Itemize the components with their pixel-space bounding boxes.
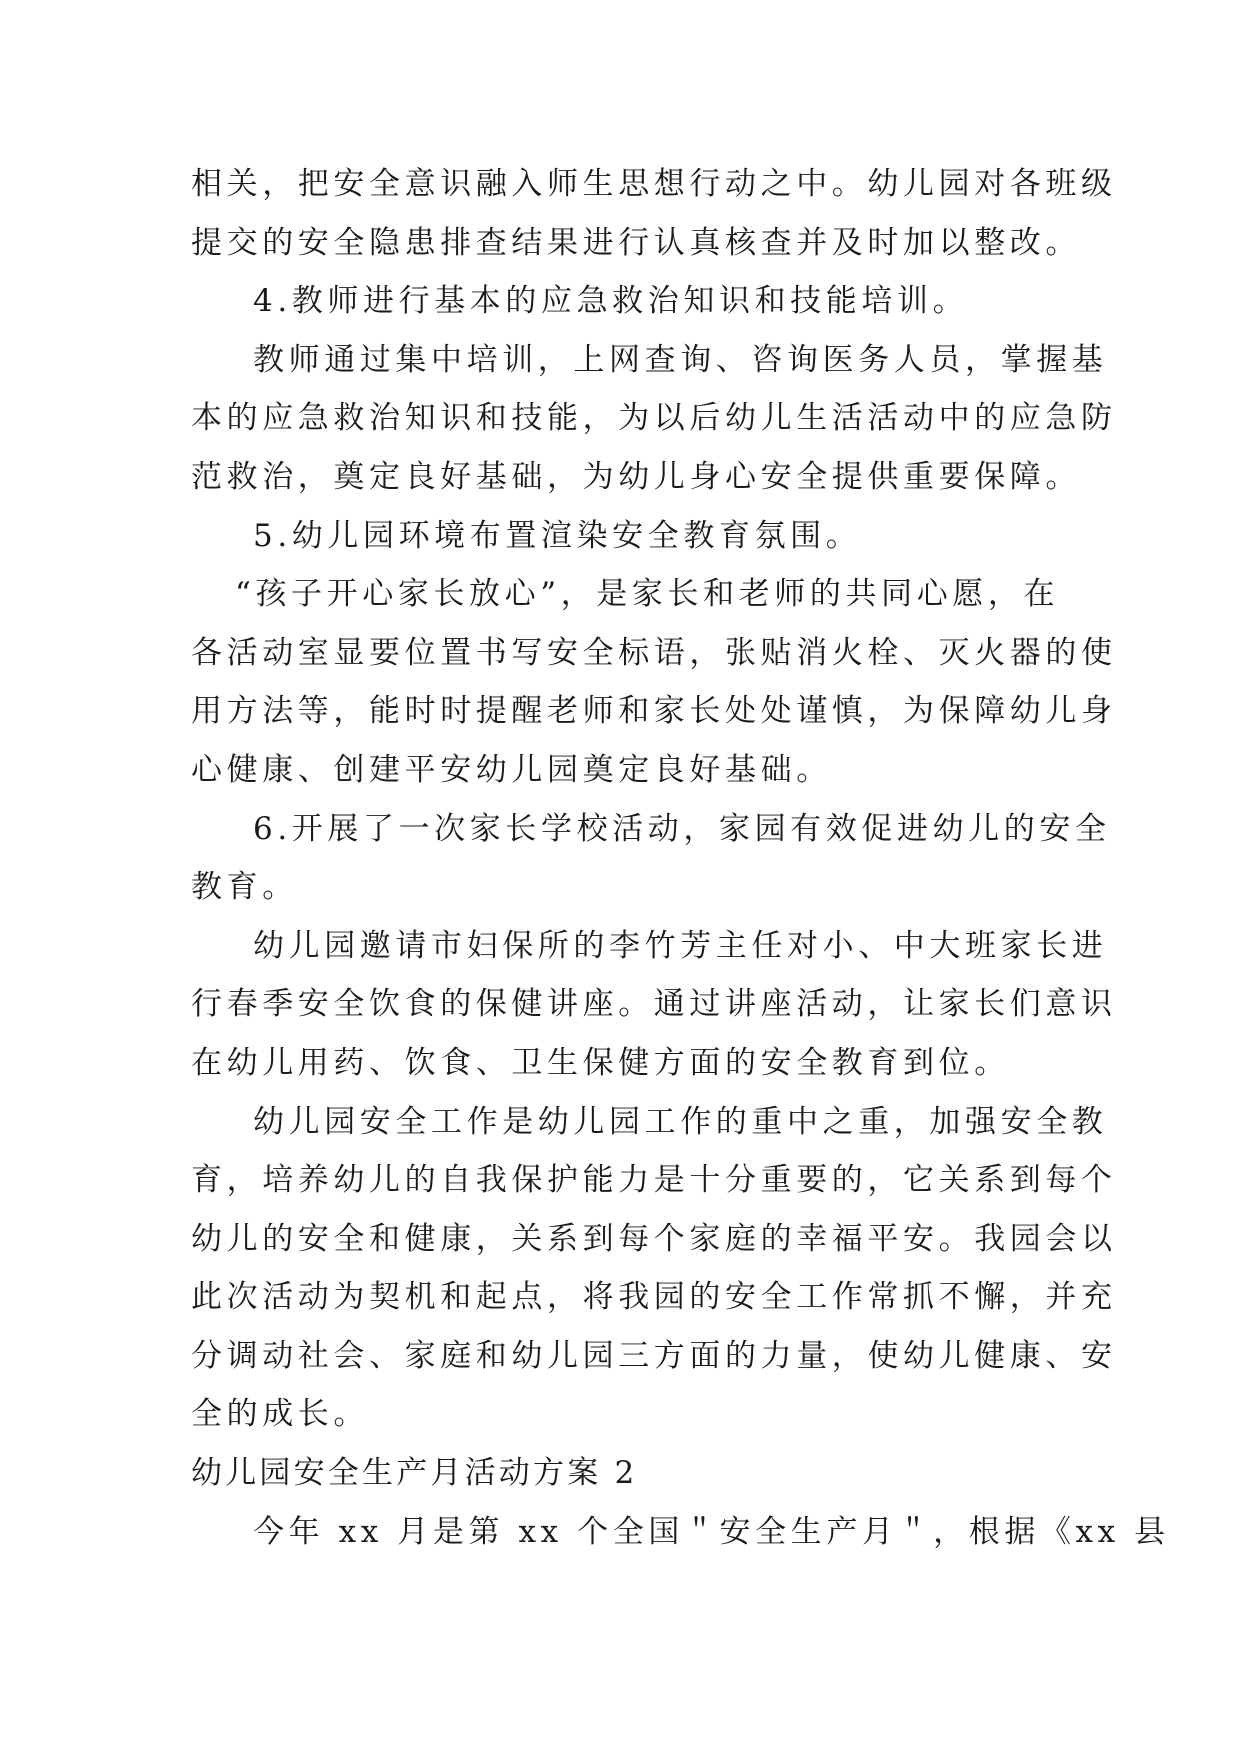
paragraph-line: “孩子开心家长放心”，是家长和老师的共同心愿，在 — [235, 576, 1060, 613]
list-item-heading: 6.开展了一次家长学校活动，家园有效促进幼儿的安全 — [253, 810, 1111, 847]
document-page — [191, 155, 1170, 1561]
paragraph-line: 幼儿园安全工作是幼儿园工作的重中之重，加强安全教 — [253, 1103, 1108, 1140]
paragraph-line: 心健康、创建平安幼儿园奠定良好基础。 — [191, 751, 832, 788]
paragraph-line: 分调动社会、家庭和幼儿园三方面的力量，使幼儿健康、安 — [191, 1337, 1117, 1374]
paragraph-line: 幼儿的安全和健康，关系到每个家庭的幸福平安。我园会以 — [191, 1220, 1117, 1257]
paragraph-line: 幼儿园邀请市妇保所的李竹芳主任对小、中大班家长进 — [253, 927, 1108, 964]
paragraph-line: 今年 xx 月是第 xx 个全国＂安全生产月＂，根据《xx 县 — [253, 1513, 1170, 1550]
paragraph-line: 教育。 — [191, 869, 298, 906]
list-item-heading: 4.教师进行基本的应急救治知识和技能培训。 — [253, 283, 969, 320]
list-item-heading: 5.幼儿园环境布置渲染安全教育氛围。 — [253, 517, 862, 554]
paragraph-line: 本的应急救治知识和技能，为以后幼儿生活活动中的应急防 — [191, 400, 1117, 437]
paragraph-line: 用方法等，能时时提醒老师和家长处处谨慎，为保障幼儿身 — [191, 693, 1117, 730]
paragraph-line: 此次活动为契机和起点，将我园的安全工作常抓不懈，并充 — [191, 1279, 1117, 1316]
section-title: 幼儿园安全生产月活动方案 2 — [191, 1455, 638, 1492]
paragraph-line: 在幼儿用药、饮食、卫生保健方面的安全教育到位。 — [191, 1044, 1010, 1081]
paragraph-line: 教师通过集中培训，上网查询、咨询医务人员，掌握基 — [253, 341, 1108, 378]
paragraph-line: 行春季安全饮食的保健讲座。通过讲座活动，让家长们意识 — [191, 986, 1117, 1023]
paragraph-line: 各活动室显要位置书写安全标语，张贴消火栓、灭火器的使 — [191, 634, 1117, 671]
paragraph-line: 育，培养幼儿的自我保护能力是十分重要的，它关系到每个 — [191, 1162, 1117, 1199]
paragraph-line: 相关，把安全意识融入师生思想行动之中。幼儿园对各班级 — [191, 166, 1117, 202]
paragraph-line: 提交的安全隐患排查结果进行认真核查并及时加以整改。 — [191, 224, 1081, 261]
paragraph-line: 全的成长。 — [191, 1396, 369, 1433]
paragraph-line: 范救治，奠定良好基础，为幼儿身心安全提供重要保障。 — [191, 458, 1081, 495]
